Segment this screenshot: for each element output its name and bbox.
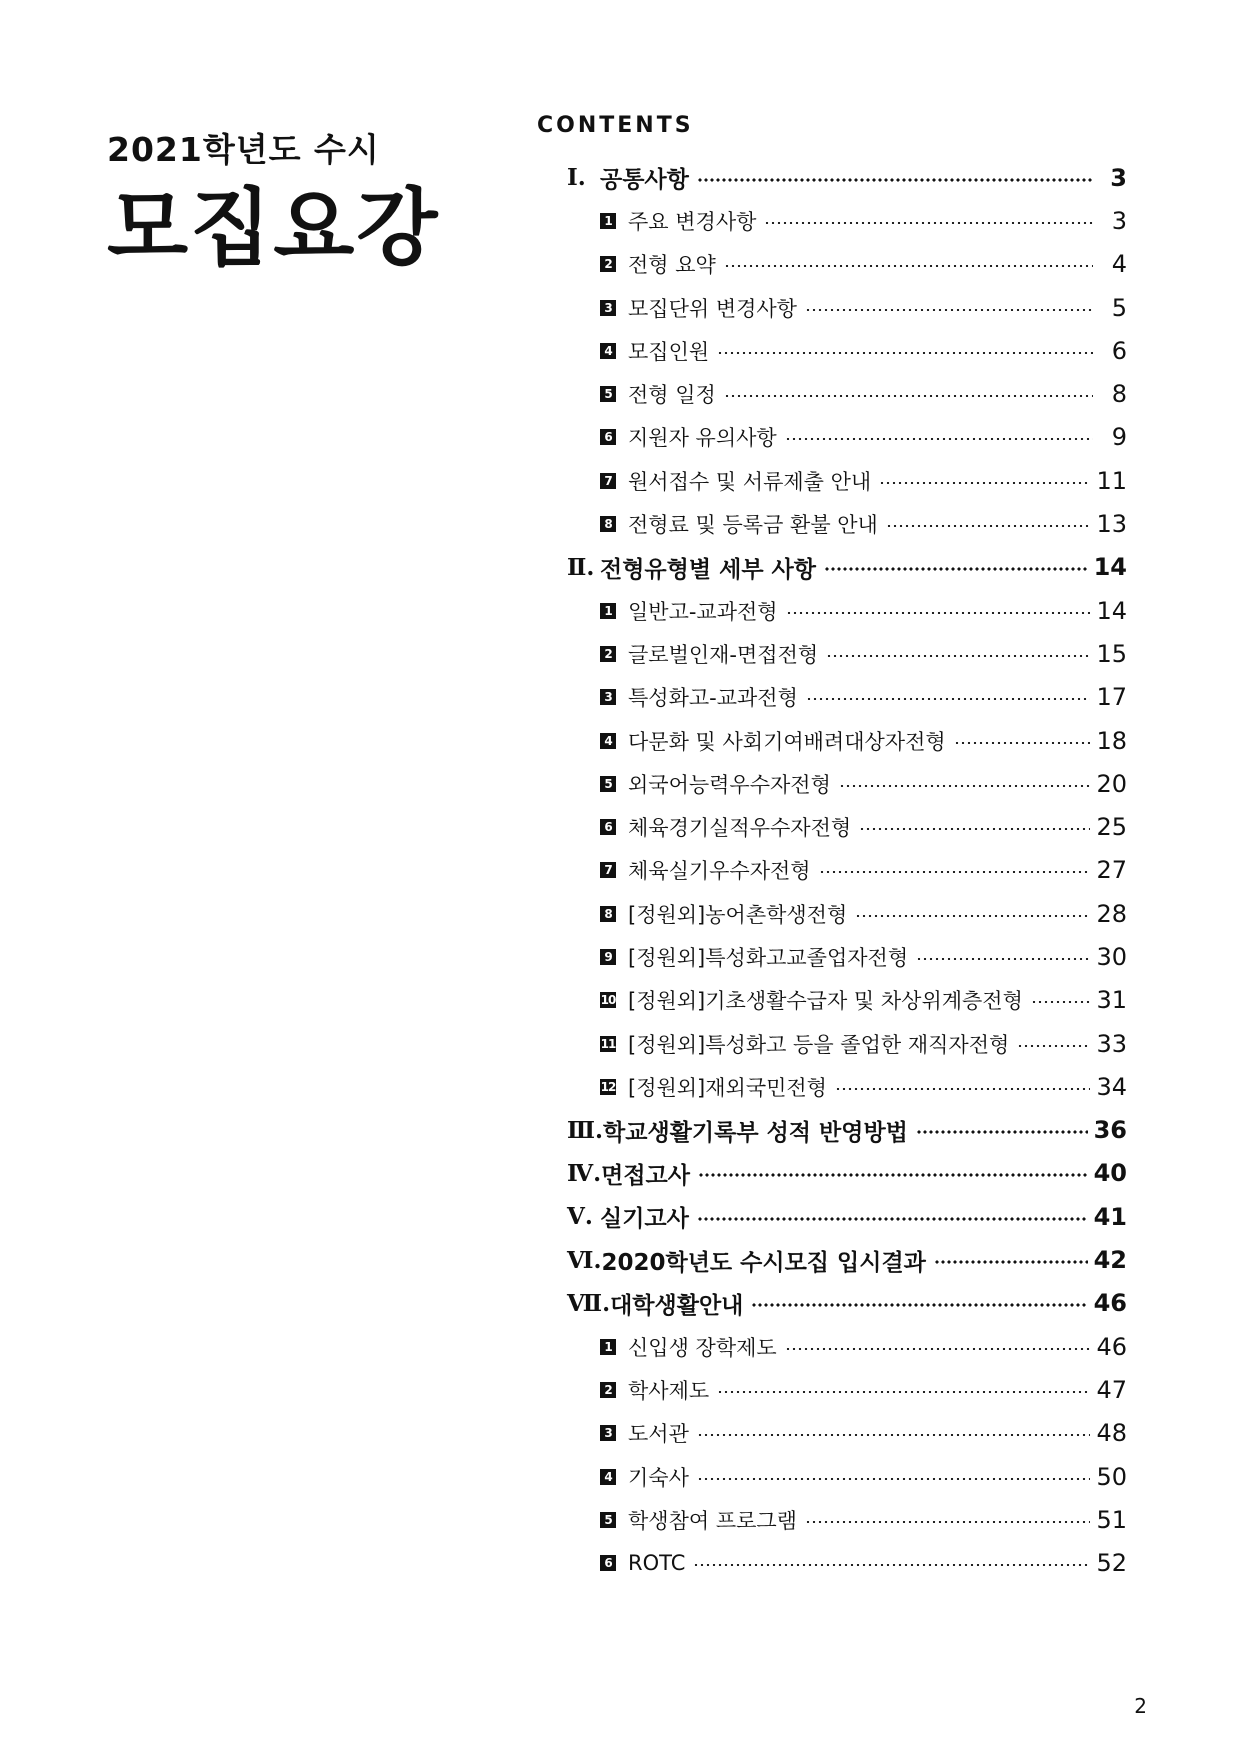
toc-page-number: 15 — [1096, 639, 1127, 668]
dot-leader — [916, 1130, 1088, 1134]
dot-leader — [855, 915, 1090, 917]
toc-page-number: 34 — [1096, 1072, 1127, 1101]
toc-entry-label: 다문화 및 사회기여배려대상자전형 — [628, 729, 946, 754]
toc-page-number: 40 — [1093, 1159, 1127, 1188]
dot-leader — [805, 309, 1093, 311]
toc-page-number: 4 — [1111, 250, 1127, 279]
toc-subsection-entry[interactable] — [567, 1412, 1127, 1455]
section-numeral: Ⅴ. — [567, 1203, 593, 1231]
toc-subsection-entry[interactable] — [567, 372, 1127, 415]
item-number-box: 5 — [600, 776, 616, 792]
toc-entry-label: 전형료 및 등록금 환불 안내 — [628, 513, 878, 538]
dot-leader — [859, 828, 1090, 830]
dot-leader — [879, 482, 1090, 484]
toc-subsection-entry[interactable] — [567, 1368, 1127, 1411]
toc-subsection-entry[interactable] — [567, 502, 1127, 545]
toc-page-number: 3 — [1110, 163, 1127, 192]
toc-subsection-entry[interactable] — [567, 849, 1127, 892]
toc-subsection-entry[interactable] — [567, 935, 1127, 978]
toc-section-entry[interactable] — [567, 1238, 1127, 1281]
item-number-box: 5 — [600, 386, 616, 402]
toc-section-entry[interactable] — [567, 1195, 1127, 1238]
item-number-box: 6 — [600, 1555, 616, 1571]
item-number-box: 2 — [600, 1382, 616, 1398]
toc-subsection-entry[interactable] — [567, 1022, 1127, 1065]
toc-page-number: 41 — [1093, 1202, 1127, 1231]
item-number-box: 1 — [600, 213, 616, 229]
dot-leader — [1017, 1045, 1090, 1047]
dot-leader — [786, 612, 1091, 614]
item-number-box: 7 — [600, 862, 616, 878]
dot-leader — [934, 1260, 1088, 1264]
toc-subsection-entry[interactable] — [567, 1455, 1127, 1498]
toc-entry-label: 체육경기실적우수자전형 — [628, 816, 852, 841]
toc-entry-label: 실기고사 — [600, 1206, 689, 1233]
toc-entry-label: 일반고-교과전형 — [628, 599, 778, 624]
toc-entry-label: 면접고사 — [601, 1162, 690, 1189]
dot-leader — [785, 438, 1093, 440]
toc-page-number: 31 — [1096, 986, 1127, 1015]
toc-page-number: 20 — [1096, 769, 1127, 798]
toc-entry-label: [정원외]기초생활수급자 및 차상위계층전형 — [628, 989, 1023, 1014]
toc-subsection-entry[interactable] — [567, 892, 1127, 935]
toc-subsection-entry[interactable] — [567, 329, 1127, 372]
item-number-box: 11 — [600, 1036, 616, 1051]
section-numeral: Ⅳ. — [567, 1159, 602, 1187]
item-number-box: 12 — [600, 1079, 616, 1094]
toc-page-number: 48 — [1096, 1419, 1127, 1448]
toc-entry-label: 전형유형별 세부 사항 — [600, 556, 816, 583]
dot-leader — [698, 1173, 1088, 1177]
dot-leader — [697, 178, 1093, 182]
toc-entry-label: [정원외]재외국민전형 — [628, 1075, 827, 1100]
toc-entry-label: 특성화고-교과전형 — [628, 686, 798, 711]
page-number: 2 — [1134, 1694, 1147, 1718]
item-number-box: 4 — [600, 343, 616, 359]
toc-page-number: 6 — [1111, 336, 1127, 365]
item-number-box: 8 — [600, 906, 616, 922]
toc-page-number: 9 — [1111, 423, 1127, 452]
item-number-box: 5 — [600, 1512, 616, 1528]
dot-leader — [824, 567, 1088, 571]
toc-subsection-entry[interactable] — [567, 805, 1127, 848]
dot-leader — [764, 222, 1093, 224]
dot-leader — [785, 1348, 1091, 1350]
toc-section-entry[interactable] — [567, 1109, 1127, 1152]
toc-entry-label: 모집인원 — [628, 339, 710, 364]
toc-page-number: 52 — [1096, 1549, 1127, 1578]
item-number-box: 8 — [600, 516, 616, 532]
toc-entry-label: 공통사항 — [600, 167, 689, 194]
toc-entry-label: 전형 일정 — [628, 383, 716, 408]
toc-page-number: 27 — [1096, 856, 1127, 885]
toc-entry-label: 원서접수 및 서류제출 안내 — [628, 469, 872, 494]
item-number-box: 2 — [600, 646, 616, 662]
item-number-box: 9 — [600, 949, 616, 965]
toc-page-number: 36 — [1093, 1116, 1127, 1145]
toc-entry-label: 글로벌인재-면접전형 — [628, 642, 819, 667]
item-number-box: 2 — [600, 256, 616, 272]
toc-entry-label: 학사제도 — [628, 1378, 710, 1403]
dot-leader — [954, 742, 1091, 744]
toc-page-number: 47 — [1096, 1375, 1127, 1404]
item-number-box: 3 — [600, 300, 616, 316]
toc-subsection-entry[interactable] — [567, 416, 1127, 459]
toc-section-entry[interactable] — [567, 156, 1127, 199]
toc-page-number: 3 — [1111, 206, 1127, 235]
toc-entry-label: 학생참여 프로그램 — [628, 1508, 797, 1533]
toc-page-number: 14 — [1096, 596, 1127, 625]
toc-page-number: 18 — [1096, 726, 1127, 755]
dot-leader — [697, 1478, 1091, 1480]
dot-leader — [835, 1088, 1090, 1090]
item-number-box: 3 — [600, 689, 616, 705]
item-number-box: 6 — [600, 819, 616, 835]
toc-section-entry[interactable] — [567, 546, 1127, 589]
document-subtitle: 2021학년도 수시 — [107, 130, 380, 169]
toc-page-number: 11 — [1096, 466, 1127, 495]
dot-leader — [693, 1564, 1090, 1566]
toc-subsection-entry[interactable] — [567, 589, 1127, 632]
dot-leader — [717, 1391, 1090, 1393]
toc-subsection-entry[interactable] — [567, 199, 1127, 242]
dot-leader — [717, 352, 1093, 354]
toc-entry-label: 체육실기우수자전형 — [628, 859, 811, 884]
toc-page-number: 50 — [1096, 1462, 1127, 1491]
toc-entry-label: 모집단위 변경사항 — [628, 296, 797, 321]
dot-leader — [724, 395, 1093, 397]
toc-entry-label: 대학생활안내 — [610, 1292, 744, 1319]
dot-leader — [806, 698, 1091, 700]
section-numeral: Ⅲ. — [567, 1116, 604, 1144]
toc-entry-label: 외국어능력우수자전형 — [628, 772, 831, 797]
section-numeral: Ⅶ. — [567, 1289, 611, 1317]
toc-entry-label: 전형 요약 — [628, 253, 716, 278]
item-number-box: 4 — [600, 1469, 616, 1485]
toc-page-number: 33 — [1096, 1029, 1127, 1058]
toc-entry-label: ROTC — [628, 1551, 686, 1576]
item-number-box: 1 — [600, 603, 616, 619]
dot-leader — [886, 525, 1091, 527]
toc-subsection-entry[interactable] — [567, 459, 1127, 502]
toc-entry-label: [정원외]특성화고교졸업자전형 — [628, 945, 909, 970]
toc-entry-label: [정원외]농어촌학생전형 — [628, 902, 848, 927]
section-numeral: Ⅵ. — [567, 1246, 602, 1274]
toc-subsection-entry[interactable] — [567, 1325, 1127, 1368]
toc-entry-label: 신입생 장학제도 — [628, 1335, 777, 1360]
toc-page-number: 42 — [1093, 1246, 1127, 1275]
toc-subsection-entry[interactable] — [567, 979, 1127, 1022]
toc-section-entry[interactable] — [567, 1282, 1127, 1325]
section-numeral: Ⅰ. — [567, 164, 586, 192]
toc-page-number: 14 — [1093, 553, 1127, 582]
toc-page-number: 28 — [1096, 899, 1127, 928]
dot-leader — [724, 265, 1093, 267]
toc-subsection-entry[interactable] — [567, 719, 1127, 762]
toc-entry-label: 학교생활기록부 성적 반영방법 — [603, 1119, 908, 1146]
table-of-contents — [567, 156, 1127, 1585]
toc-entry-label: 2020학년도 수시모집 입시결과 — [601, 1249, 926, 1276]
toc-page-number: 25 — [1096, 813, 1127, 842]
toc-subsection-entry[interactable] — [567, 286, 1127, 329]
toc-page-number: 30 — [1096, 942, 1127, 971]
toc-page-number: 46 — [1093, 1289, 1127, 1318]
dot-leader — [819, 871, 1091, 873]
item-number-box: 10 — [600, 993, 616, 1008]
toc-entry-label: 도서관 — [628, 1422, 689, 1447]
item-number-box: 7 — [600, 473, 616, 489]
section-numeral: Ⅱ. — [567, 553, 595, 581]
toc-subsection-entry[interactable] — [567, 1498, 1127, 1541]
document-title-block — [107, 126, 440, 278]
toc-subsection-entry[interactable] — [567, 632, 1127, 675]
toc-entry-label: 주요 변경사항 — [628, 209, 757, 234]
toc-page-number: 17 — [1096, 683, 1127, 712]
toc-subsection-entry[interactable] — [567, 243, 1127, 286]
toc-subsection-entry[interactable] — [567, 676, 1127, 719]
toc-subsection-entry[interactable] — [567, 762, 1127, 805]
dot-leader — [826, 655, 1090, 657]
item-number-box: 3 — [600, 1425, 616, 1441]
toc-page-number: 8 — [1111, 380, 1127, 409]
toc-page-number: 5 — [1111, 293, 1127, 322]
dot-leader — [805, 1521, 1090, 1523]
toc-page-number: 46 — [1096, 1332, 1127, 1361]
toc-section-entry[interactable] — [567, 1152, 1127, 1195]
item-number-box: 4 — [600, 733, 616, 749]
dot-leader — [751, 1303, 1087, 1307]
dot-leader — [839, 785, 1091, 787]
dot-leader — [697, 1217, 1088, 1221]
toc-entry-label: 기숙사 — [628, 1465, 689, 1490]
item-number-box: 1 — [600, 1339, 616, 1355]
item-number-box: 6 — [600, 429, 616, 445]
toc-subsection-entry[interactable] — [567, 1065, 1127, 1108]
toc-page-number: 51 — [1096, 1505, 1127, 1534]
toc-entry-label: [정원외]특성화고 등을 졸업한 재직자전형 — [628, 1032, 1010, 1057]
toc-entry-label: 지원자 유의사항 — [628, 426, 777, 451]
dot-leader — [697, 1434, 1091, 1436]
dot-leader — [1031, 1001, 1091, 1003]
toc-page-number: 13 — [1096, 510, 1127, 539]
contents-heading: CONTENTS — [537, 113, 694, 138]
toc-subsection-entry[interactable] — [567, 1542, 1127, 1585]
document-title: 모집요강 — [107, 179, 440, 277]
dot-leader — [916, 958, 1090, 960]
